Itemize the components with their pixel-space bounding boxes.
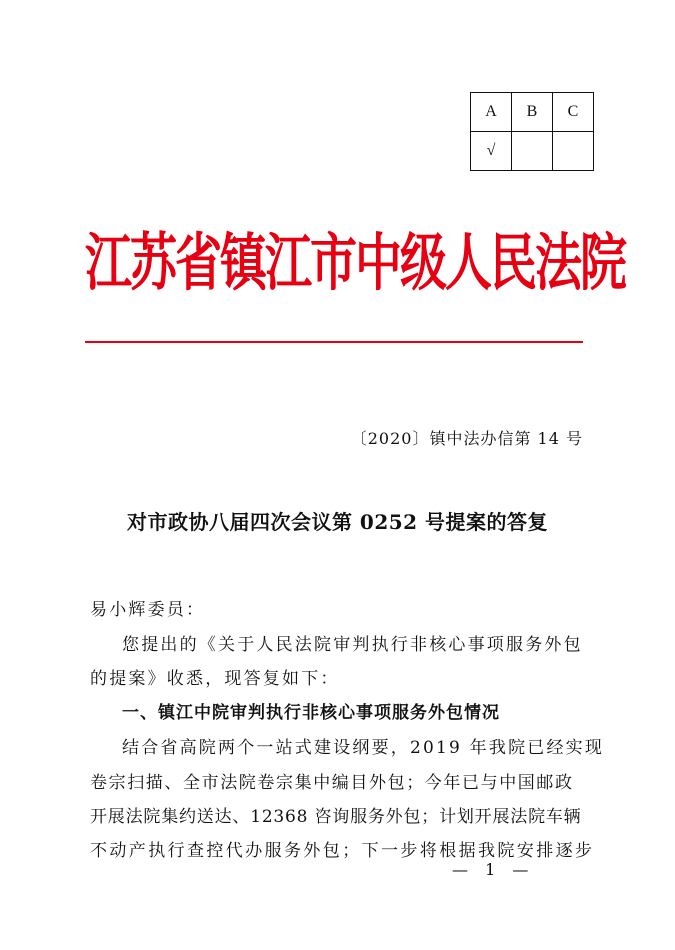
document-title: 对市政协八届四次会议第 0252 号提案的答复	[126, 510, 549, 534]
document-number: 〔2020〕镇中法办信第 14 号	[350, 429, 583, 448]
body-line-5: 开展法院集约送达、12368 咨询服务外包；计划开展法院车辆	[90, 807, 582, 827]
body-line-6: 不动产执行查控代办服务外包；下一步将根据我院安排逐步	[90, 841, 595, 861]
salutation: 易小辉委员：	[90, 600, 206, 620]
classification-header-b: B	[512, 93, 553, 132]
classification-header-c: C	[553, 93, 594, 132]
body-line-2: 的提案》收悉，现答复如下：	[90, 669, 340, 689]
classification-mark-row	[471, 132, 594, 171]
classification-mark-a: √	[471, 132, 512, 171]
classification-mark-c	[553, 132, 594, 171]
classification-mark-b	[512, 132, 553, 171]
classification-header-a: A	[471, 93, 512, 132]
masthead-red-rule	[85, 341, 583, 343]
page-number: — 1 —	[452, 860, 535, 879]
body-line-4: 卷宗扫描、全市法院卷宗集中编目外包；今年已与中国邮政	[90, 773, 574, 793]
classification-header-row	[471, 93, 594, 132]
body-line-3: 结合省高院两个一站式建设纲要，2019 年我院已经实现	[122, 738, 605, 758]
section-heading-1: 一、镇江中院审判执行非核心事项服务外包情况	[122, 703, 500, 723]
court-masthead: 江苏省镇江市中级人民法院	[85, 227, 625, 300]
body-line-1: 您提出的《关于人民法院审判执行非核心事项服务外包	[122, 635, 583, 655]
classification-table	[470, 92, 594, 171]
